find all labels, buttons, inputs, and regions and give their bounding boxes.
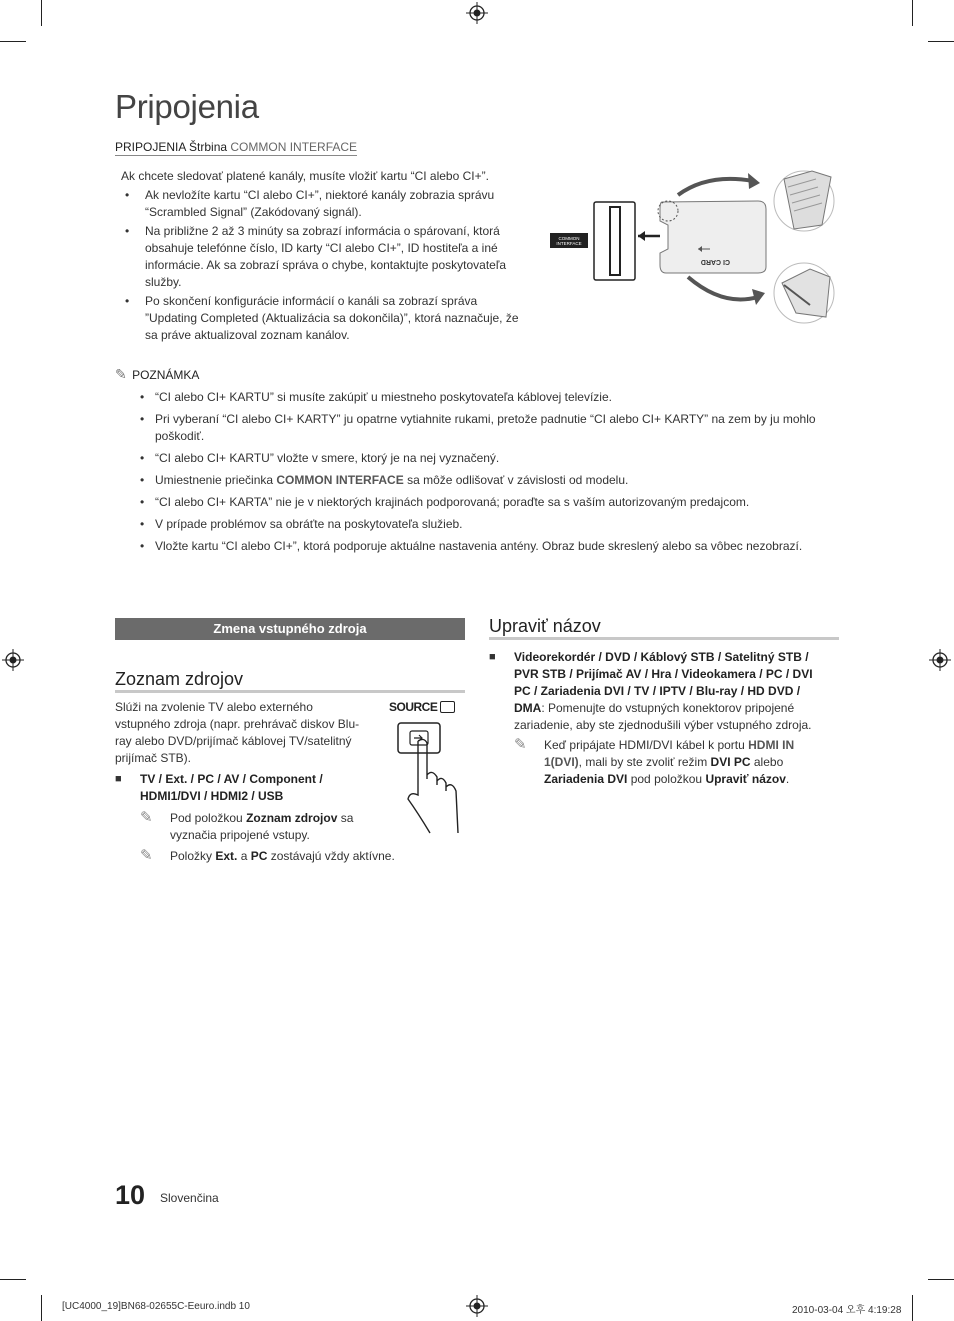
registration-mark-icon bbox=[466, 1295, 488, 1317]
note-bold-text: Ext. bbox=[215, 849, 238, 863]
upravit-heading: Upraviť názov bbox=[489, 616, 601, 636]
intro-block bbox=[121, 168, 521, 346]
note-text: a bbox=[237, 849, 251, 863]
square-bullet-icon: ■ bbox=[489, 651, 496, 663]
crop-mark bbox=[0, 1279, 26, 1280]
square-bullet-icon: ■ bbox=[115, 773, 122, 785]
crop-mark bbox=[41, 1295, 42, 1321]
device-list-desc: : Pomenujte do vstupných konektorov pripojené zariadenie, aby ste zjednodušili výber vstupného zdroja. bbox=[514, 701, 812, 732]
list-item: • “CI alebo CI+ KARTU” vložte v smere, ktorý je na nej vyznačený. bbox=[139, 450, 844, 467]
note-bold-text: Zariadenia DVI bbox=[544, 772, 628, 786]
upravit-item bbox=[489, 649, 829, 734]
port-label-line1: COMMON bbox=[558, 236, 580, 241]
zoznam-heading: Zoznam zdrojov bbox=[115, 669, 244, 689]
pencil-icon: ✎ bbox=[140, 847, 153, 864]
list-item: • V prípade problémov sa obráťte na poskytovateľa služieb. bbox=[139, 516, 844, 533]
language-label: Slovenčina bbox=[160, 1191, 219, 1205]
list-item: • Po skončení konfigurácie informácií o kanáli sa zobrazí správa ”Updating Completed (Aktualizácia sa dokončila)”, ktorá naznačuje, že sa práve aktualizoval zoznam kanálov. bbox=[121, 293, 521, 344]
page-number: 10 bbox=[115, 1180, 146, 1210]
crop-mark bbox=[928, 41, 954, 42]
note-list bbox=[139, 389, 844, 560]
upravit-note bbox=[514, 737, 814, 788]
list-item bbox=[139, 472, 844, 489]
list-item bbox=[489, 649, 829, 734]
zoznam-note-2 bbox=[140, 848, 440, 865]
note-text: Pod položkou bbox=[170, 811, 247, 825]
note-heading bbox=[115, 366, 199, 383]
note-text: . bbox=[785, 772, 790, 786]
note-text: , mali by ste zvoliť režim bbox=[578, 755, 711, 769]
curved-arrow-bottom bbox=[688, 277, 758, 300]
source-list-text: TV / Ext. / PC / AV / Component / HDMI1/DVI / HDMI2 / USB bbox=[140, 772, 323, 803]
registration-mark-icon bbox=[929, 649, 951, 671]
ci-card-illustration bbox=[548, 165, 848, 325]
note-text: sa vyznačia pripojené vstupy. bbox=[170, 811, 354, 842]
note-text: Položky bbox=[170, 849, 216, 863]
footer-date: 2010-03-04 오후 4:19:28 bbox=[792, 1305, 902, 1316]
note-text: alebo bbox=[750, 755, 784, 769]
list-item: • Ak nevložíte kartu “CI alebo CI+”, niektoré kanály zobrazia správu “Scrambled Signal” (Zakódovaný signál). bbox=[121, 187, 521, 221]
section-banner: Zmena vstupného zdroja bbox=[115, 618, 465, 640]
note-bold-text: COMMON INTERFACE bbox=[276, 473, 404, 487]
zoznam-note-1 bbox=[140, 810, 380, 844]
ci-card-label: CI CARD bbox=[700, 258, 730, 265]
breadcrumb-highlight: COMMON INTERFACE bbox=[230, 140, 358, 154]
breadcrumb-prefix: PRIPOJENIA Štrbina bbox=[115, 140, 231, 154]
list-item: • Na približne 2 až 3 minúty sa zobrazí informácia o spárovaní, ktorá obsahuje telefónne číslo, ID karty “CI alebo CI+”, ID hostiteľa a iné informácie. Ak sa zobrazí správa o chybe, kontaktujte poskytovateľa služby. bbox=[121, 223, 521, 291]
list-item: • “CI alebo CI+ KARTU” si musíte zakúpiť u miestneho poskytovateľa káblovej televízie. bbox=[139, 389, 844, 406]
note-bold-text: Zoznam zdrojov bbox=[246, 811, 338, 825]
crop-mark bbox=[928, 1279, 954, 1280]
pencil-icon: ✎ bbox=[140, 809, 153, 826]
footer-file: [UC4000_19]BN68-02655C-Eeuro.indb 10 bbox=[62, 1301, 250, 1312]
port-label-line2: INTERFACE bbox=[556, 241, 582, 246]
note-text: Umiestnenie priečinka bbox=[155, 473, 277, 487]
section-breadcrumb bbox=[115, 140, 357, 156]
crop-mark bbox=[0, 41, 26, 42]
note-heading-text: POZNÁMKA bbox=[132, 368, 200, 382]
crop-mark bbox=[912, 1295, 913, 1321]
pencil-icon: ✎ bbox=[514, 736, 527, 753]
zoznam-source-list bbox=[115, 771, 355, 805]
note-bold-text: PC bbox=[250, 849, 268, 863]
list-item: • “CI alebo CI+ KARTA” nie je v niektorých krajinách podporovaná; poraďte sa s vaším autorizovaným predajcom. bbox=[139, 494, 844, 511]
pencil-icon: ✎ bbox=[115, 366, 127, 382]
registration-mark-icon bbox=[466, 2, 488, 24]
intro-list bbox=[121, 187, 521, 344]
note-bold-text: Upraviť názov bbox=[705, 772, 786, 786]
note-text: sa môže odlišovať v závislosti od modelu. bbox=[403, 473, 629, 487]
note-text: zostávajú vždy aktívne. bbox=[267, 849, 395, 863]
list-item bbox=[115, 771, 355, 805]
list-item: • Vložte kartu “CI alebo CI+”, ktorá podporuje aktuálne nastavenia antény. Obraz bude skreslený alebo sa vôbec nezobrazí. bbox=[139, 538, 844, 555]
heading-rule bbox=[115, 690, 465, 693]
note-bold-text: HDMI IN 1(DVI) bbox=[544, 738, 795, 769]
intro-lead: Ak chcete sledovať platené kanály, musíte vložiť kartu “CI alebo CI+”. bbox=[121, 169, 489, 183]
note-text: Keď pripájate HDMI/DVI kábel k portu bbox=[544, 738, 749, 752]
page-title: Pripojenia bbox=[115, 88, 259, 125]
source-button-label bbox=[389, 700, 455, 714]
note-text: pod položkou bbox=[627, 772, 706, 786]
source-text: SOURCE bbox=[389, 700, 438, 714]
curved-arrow-top bbox=[678, 179, 753, 195]
device-list-text: Videorekordér / DVD / Káblový STB / Satelitný STB / PVR STB / Prijímač AV / Hra / Videokamera / PC / DVI PC / Zariadenia DVI / TV / IPTV / Blu-ray / HD DVD / DMA bbox=[514, 650, 813, 715]
zoznam-description: Slúži na zvolenie TV alebo externého vstupného zdroja (napr. prehrávač diskov Blu-ray alebo DVD/prijímač káblovej TV/satelitný prijímač STB). bbox=[115, 700, 360, 765]
heading-rule bbox=[489, 637, 839, 640]
crop-mark bbox=[912, 0, 913, 26]
registration-mark-icon bbox=[2, 649, 24, 671]
source-input-icon bbox=[440, 701, 455, 713]
list-item: • Pri vyberaní “CI alebo CI+ KARTY” ju opatrne vytiahnite rukami, pretože padnutie “CI alebo CI+ KARTY” na zem by ju mohlo poškodiť. bbox=[139, 411, 844, 445]
crop-mark bbox=[41, 0, 42, 26]
note-bold-text: DVI PC bbox=[710, 755, 751, 769]
hand-pressing-source-icon bbox=[390, 715, 470, 835]
